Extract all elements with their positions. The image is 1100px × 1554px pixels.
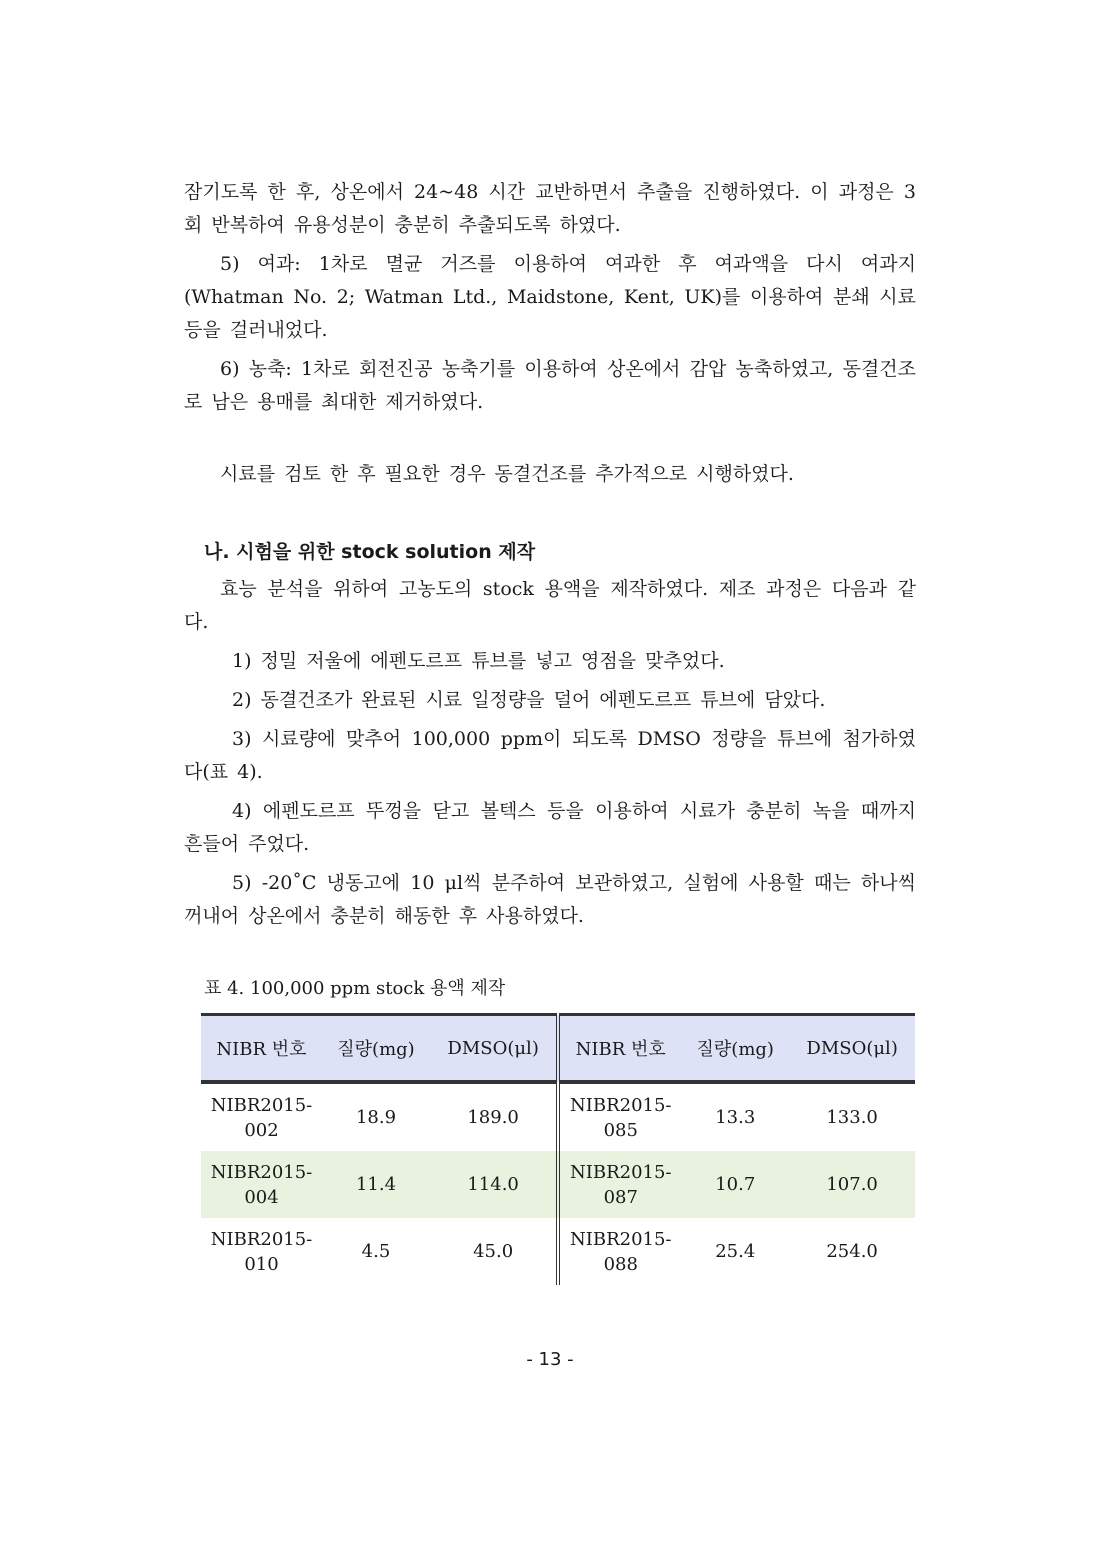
dmso-cell: 114.0 [430, 1151, 558, 1218]
nibr-id-cell: NIBR2015-004 [201, 1151, 322, 1218]
dmso-cell: 107.0 [789, 1151, 915, 1218]
dmso-cell: 133.0 [826, 1107, 878, 1128]
table-row [201, 1218, 915, 1285]
table-row [201, 1082, 915, 1151]
dmso-cell: 254.0 [826, 1241, 878, 1262]
header-cell: NIBR 번호 [201, 1015, 322, 1083]
review-note: 시료를 검토 한 후 필요한 경우 동결건조를 추가적으로 시행하였다. [220, 463, 794, 485]
step-item: 2) 동결건조가 완료된 시료 일정량을 덜어 에펜도르프 튜브에 담았다. [232, 689, 826, 711]
review-note-block [184, 458, 916, 491]
section-heading: 나. 시험을 위한 stock solution 제작 [204, 541, 536, 563]
paragraph-concentration: 6) 농축: 1차로 회전진공 농축기를 이용하여 상온에서 감압 농축하였고, 동결건조로 남은 용매를 최대한 제거하였다. [184, 358, 916, 413]
step-item: 4) 에펜도르프 뚜껑을 닫고 볼텍스 등을 이용하여 시료가 충분히 녹을 때까지 흔들어 주었다. [184, 800, 916, 855]
mass-cell: 18.9 [355, 1107, 397, 1128]
intro-text [184, 176, 916, 419]
table-header-row [201, 1015, 915, 1083]
page-number: - 13 - [526, 1349, 574, 1370]
header-cell: 질량(mg) [681, 1015, 789, 1083]
mass-cell: 13.3 [715, 1107, 756, 1128]
mass-cell: 10.7 [681, 1151, 789, 1218]
header-cell: DMSO(μl) [789, 1015, 915, 1083]
header-cell: 질량(mg) [322, 1015, 430, 1083]
mass-cell: 25.4 [715, 1241, 756, 1262]
nibr-id-cell: NIBR2015-085 [569, 1094, 672, 1141]
nibr-id-cell: NIBR2015-002 [210, 1094, 313, 1141]
step-item: 3) 시료량에 맞추어 100,000 ppm이 되도록 DMSO 정량을 튜브에 첨가하였다(표 4). [184, 728, 916, 783]
nibr-id-cell: NIBR2015-088 [569, 1228, 672, 1275]
table-caption: 표 4. 100,000 ppm stock 용액 제작 [204, 978, 506, 999]
mass-cell: 4.5 [361, 1241, 391, 1262]
dmso-cell: 45.0 [430, 1218, 558, 1285]
section-intro: 효능 분석을 위하여 고농도의 stock 용액을 제작하였다. 제조 과정은 다음과 같다. [184, 578, 916, 633]
nibr-id-cell: NIBR2015-087 [558, 1151, 681, 1218]
header-cell: DMSO(μl) [430, 1015, 558, 1083]
step-item: 5) -20˚C 냉동고에 10 μl씩 분주하여 보관하였고, 실험에 사용할 때는 하나씩 꺼내어 상온에서 충분히 해동한 후 사용하였다. [184, 872, 916, 927]
nibr-id-cell: NIBR2015-010 [210, 1228, 313, 1275]
paragraph-filtration: 5) 여과: 1차로 멸균 거즈를 이용하여 여과한 후 여과액을 다시 여과지(Whatman No. 2; Watman Ltd., Maidstone, Kent, UK)를 이용하여 분쇄 시료 등을 걸러내었다. [184, 253, 916, 341]
mass-cell: 11.4 [322, 1151, 430, 1218]
step-item: 1) 정밀 저울에 에펜도르프 튜브를 넣고 영점을 맞추었다. [232, 650, 725, 672]
stock-solution-table [201, 1013, 915, 1285]
section-body [184, 573, 916, 933]
paragraph-extraction: 잠기도록 한 후, 상온에서 24~48 시간 교반하면서 추출을 진행하였다. 이 과정은 3 회 반복하여 유용성분이 충분히 추출되도록 하였다. [184, 181, 916, 236]
table-row [201, 1151, 915, 1218]
header-cell: NIBR 번호 [558, 1015, 681, 1083]
dmso-cell: 189.0 [430, 1082, 558, 1151]
